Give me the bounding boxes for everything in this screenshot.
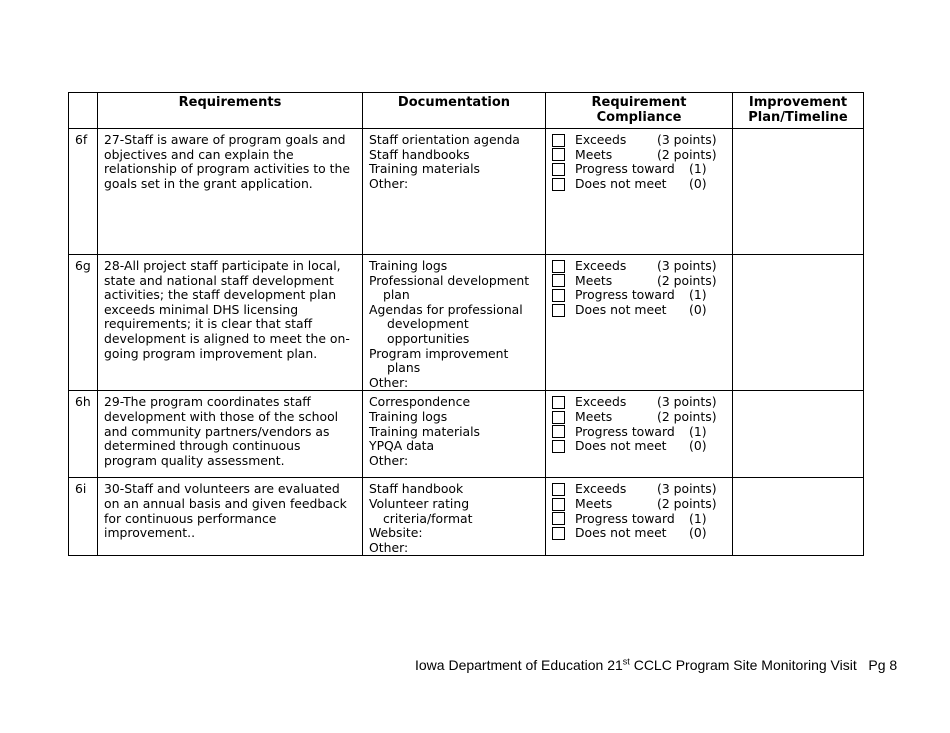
footer-superscript: st bbox=[622, 656, 630, 667]
improvement-plan-cell[interactable] bbox=[733, 129, 864, 255]
footer-text-end: CCLC Program Site Monitoring Visit Pg 8 bbox=[629, 657, 898, 673]
checkbox[interactable] bbox=[552, 289, 565, 302]
header-compliance-line1: Requirement bbox=[591, 95, 687, 110]
header-requirements: Requirements bbox=[98, 93, 363, 129]
checkbox[interactable] bbox=[552, 260, 565, 273]
documentation-item: Staff handbooks bbox=[369, 146, 470, 162]
checkbox[interactable] bbox=[552, 527, 565, 540]
compliance-option-exceeds: Exceeds (3 points) bbox=[552, 482, 732, 497]
compliance-options bbox=[546, 478, 733, 556]
checkbox[interactable] bbox=[552, 425, 565, 438]
header-compliance-line2: Compliance bbox=[596, 110, 682, 125]
documentation-list bbox=[363, 391, 546, 478]
compliance-options bbox=[546, 255, 733, 391]
header-compliance bbox=[546, 93, 733, 129]
requirement-text: 28-All project staff participate in local, state and national staff development activities; the staff development plan exceeds minimal DHS licensing requirements; it is clear that staff development is aligned to meet the on-going program improvement plan. bbox=[98, 255, 363, 391]
table-row bbox=[69, 255, 864, 391]
checkbox[interactable] bbox=[552, 163, 565, 176]
checkbox[interactable] bbox=[552, 304, 565, 317]
header-plan-line2: Plan/Timeline bbox=[748, 110, 848, 125]
compliance-option-progress: Progress toward (1) bbox=[552, 288, 732, 303]
documentation-item: Other: bbox=[369, 175, 409, 191]
compliance-option-progress: Progress toward (1) bbox=[552, 425, 732, 440]
documentation-item: Training materials bbox=[369, 161, 481, 177]
documentation-item: Website: bbox=[369, 525, 423, 541]
documentation-item: Other: bbox=[369, 374, 409, 390]
row-id: 6h bbox=[69, 391, 98, 478]
compliance-option-meets: Meets (2 points) bbox=[552, 410, 732, 425]
documentation-item: Training materials bbox=[369, 423, 481, 439]
checkbox[interactable] bbox=[552, 440, 565, 453]
documentation-item: Correspondence bbox=[369, 394, 471, 410]
documentation-item: Training logs bbox=[369, 258, 448, 273]
compliance-option-exceeds: Exceeds (3 points) bbox=[552, 133, 732, 148]
documentation-item: criteria/format bbox=[383, 510, 473, 526]
compliance-option-does-not-meet: Does not meet (0) bbox=[552, 439, 732, 454]
improvement-plan-cell[interactable] bbox=[733, 478, 864, 556]
documentation-item: Staff orientation agenda bbox=[369, 132, 520, 147]
compliance-option-exceeds: Exceeds (3 points) bbox=[552, 259, 732, 274]
documentation-item: Agendas for professional bbox=[369, 301, 523, 317]
documentation-item: Other: bbox=[369, 539, 409, 555]
documentation-item: opportunities bbox=[387, 330, 470, 346]
documentation-item: development bbox=[387, 316, 469, 332]
documentation-list bbox=[363, 129, 546, 255]
footer-text: Iowa Department of Education 21 bbox=[415, 657, 623, 673]
compliance-option-does-not-meet: Does not meet (0) bbox=[552, 526, 732, 541]
compliance-option-meets: Meets (2 points) bbox=[552, 148, 732, 163]
compliance-option-meets: Meets (2 points) bbox=[552, 274, 732, 289]
checkbox[interactable] bbox=[552, 512, 565, 525]
documentation-list bbox=[363, 255, 546, 391]
documentation-item: Volunteer rating bbox=[369, 495, 470, 511]
compliance-option-meets: Meets (2 points) bbox=[552, 497, 732, 512]
requirement-text: 30-Staff and volunteers are evaluated on an annual basis and given feedback for continuous performance improvement.. bbox=[98, 478, 363, 556]
compliance-options bbox=[546, 129, 733, 255]
compliance-option-progress: Progress toward (1) bbox=[552, 162, 732, 177]
header-row bbox=[69, 93, 864, 129]
requirement-text: 27-Staff is aware of program goals and objectives and can explain the relationship of program activities to the goals set in the grant application. bbox=[98, 129, 363, 255]
checkbox[interactable] bbox=[552, 178, 565, 191]
row-id: 6i bbox=[69, 478, 98, 556]
header-plan-line1: Improvement bbox=[748, 95, 848, 110]
table-row bbox=[69, 129, 864, 255]
table-row bbox=[69, 391, 864, 478]
row-id: 6g bbox=[69, 255, 98, 391]
documentation-item: Professional development bbox=[369, 272, 530, 288]
checkbox[interactable] bbox=[552, 134, 565, 147]
compliance-option-exceeds: Exceeds (3 points) bbox=[552, 395, 732, 410]
documentation-item: YPQA data bbox=[369, 438, 435, 454]
checkbox[interactable] bbox=[552, 396, 565, 409]
header-plan bbox=[733, 93, 864, 129]
checkbox[interactable] bbox=[552, 148, 565, 161]
checkbox[interactable] bbox=[552, 411, 565, 424]
monitoring-table bbox=[68, 92, 864, 556]
page-footer bbox=[415, 657, 897, 673]
documentation-item: Other: bbox=[369, 452, 409, 468]
compliance-options bbox=[546, 391, 733, 478]
documentation-item: Program improvement bbox=[369, 345, 509, 361]
compliance-option-does-not-meet: Does not meet (0) bbox=[552, 303, 732, 318]
documentation-item: Staff handbook bbox=[369, 481, 464, 497]
documentation-list bbox=[363, 478, 546, 556]
documentation-item: Training logs bbox=[369, 408, 448, 424]
compliance-option-progress: Progress toward (1) bbox=[552, 512, 732, 527]
header-num bbox=[69, 93, 98, 129]
checkbox[interactable] bbox=[552, 498, 565, 511]
improvement-plan-cell[interactable] bbox=[733, 255, 864, 391]
compliance-option-does-not-meet: Does not meet (0) bbox=[552, 177, 732, 192]
checkbox[interactable] bbox=[552, 483, 565, 496]
improvement-plan-cell[interactable] bbox=[733, 391, 864, 478]
header-documentation: Documentation bbox=[363, 93, 546, 129]
row-id: 6f bbox=[69, 129, 98, 255]
requirement-text: 29-The program coordinates staff development with those of the school and community partners/vendors as determined through continuous program quality assessment. bbox=[98, 391, 363, 478]
documentation-item: plan bbox=[383, 287, 410, 303]
table-row bbox=[69, 478, 864, 556]
documentation-item: plans bbox=[387, 360, 421, 376]
checkbox[interactable] bbox=[552, 274, 565, 287]
